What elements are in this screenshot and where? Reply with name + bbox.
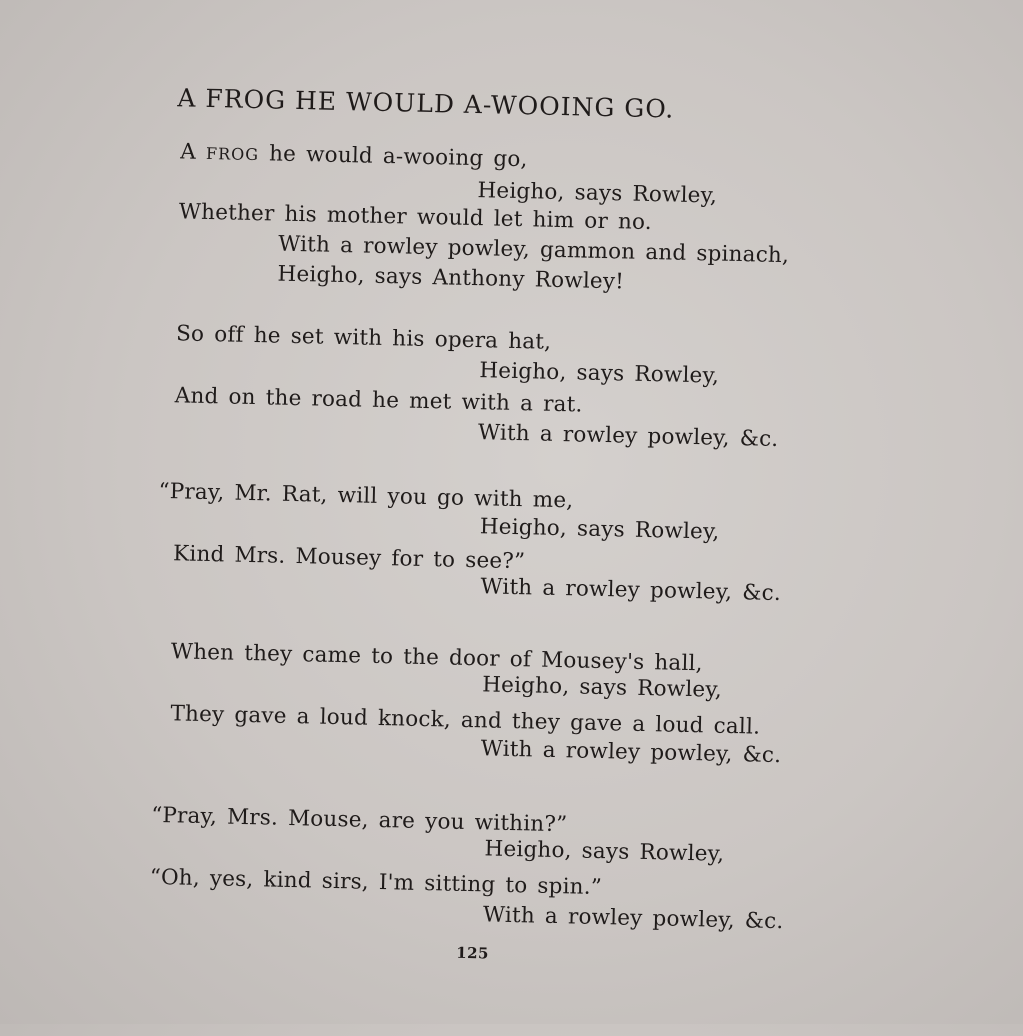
verse-line: Heigho, says Rowley, — [481, 672, 723, 703]
verse-line-lead: A — [179, 139, 207, 165]
verse-line: “Pray, Mrs. Mouse, are you within?” — [150, 802, 568, 838]
verse-line: They gave a loud knock, and they gave a loud call. — [170, 701, 761, 740]
verse-line: Heigho, says Rowley, — [477, 178, 718, 209]
verse-line: With a rowley powley, gammon and spinach, — [277, 231, 790, 269]
verse-line-rest: he would a-wooing go, — [258, 141, 528, 173]
poem-title: A FROG HE WOULD A-WOOING GO. — [177, 83, 675, 124]
verse-line: With a rowley powley, &c. — [477, 420, 779, 452]
verse-line: “Pray, Mr. Rat, will you go with me, — [158, 478, 574, 514]
verse-line: Kind Mrs. Mousey for to see?” — [172, 541, 526, 575]
verse-line: Heigho, says Rowley, — [484, 836, 725, 867]
verse-line-smallcaps: FROG — [205, 143, 260, 165]
verse-line: With a rowley powley, &c. — [480, 574, 782, 607]
verse-line: “Oh, yes, kind sirs, I'm sitting to spin.” — [149, 864, 603, 901]
page-number: 125 — [455, 943, 490, 963]
verse-line — [180, 139, 528, 172]
verse-line: Whether his mother would let him or no. — [178, 199, 653, 236]
stanza-1 — [12, 0, 1023, 295]
verse-line: Heigho, says Rowley, — [479, 514, 720, 545]
verse-line: With a rowley powley, &c. — [480, 736, 782, 769]
verse-line: So off he set with his opera hat, — [175, 321, 552, 355]
verse-line: And on the road he met with a rat. — [174, 383, 583, 418]
verse-line: When they came to the door of Mousey's hall, — [170, 639, 703, 677]
verse-line: With a rowley powley, &c. — [482, 902, 784, 935]
verse-line: Heigho, says Rowley, — [479, 358, 720, 389]
verse-line: Heigho, says Anthony Rowley! — [277, 261, 625, 295]
